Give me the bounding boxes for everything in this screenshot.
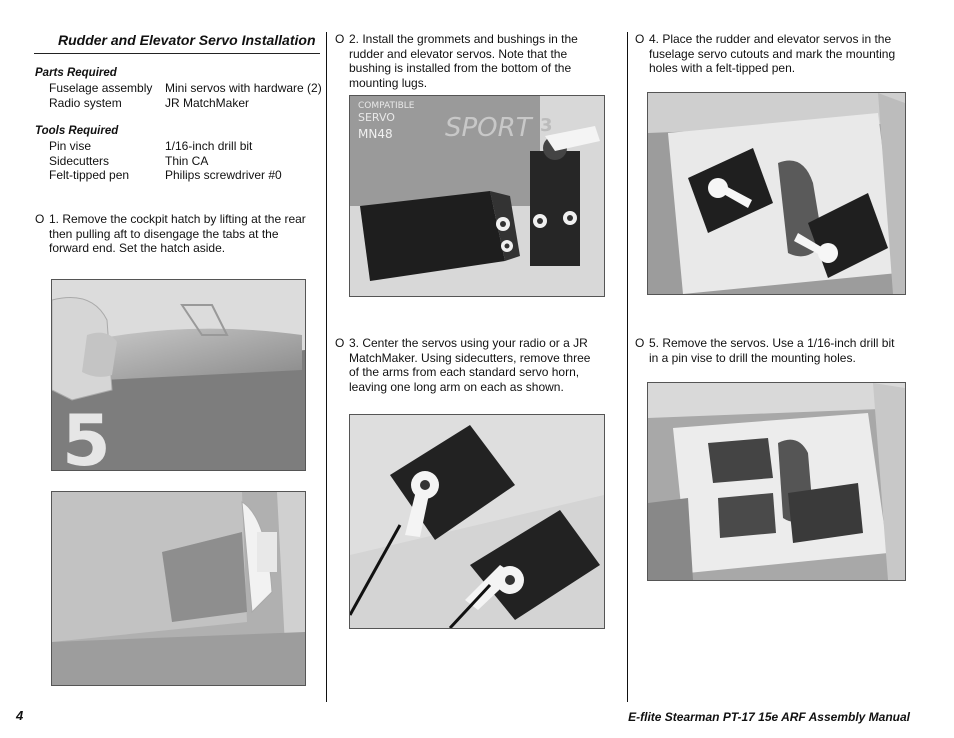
photo-servos-in-tray	[647, 92, 906, 295]
tool-name: Sidecutters	[49, 153, 110, 168]
step-text: 5. Remove the servos. Use a 1/16-inch drill bit in a pin vise to drill the mounting holes.	[649, 336, 895, 365]
box-label: SERVO	[358, 111, 395, 124]
box-label: 3	[540, 115, 553, 136]
step-2	[335, 32, 603, 90]
tool-detail: Philips screwdriver #0	[165, 168, 282, 182]
part-name: Radio system	[49, 95, 122, 110]
checkbox-circle-icon[interactable]: O	[635, 32, 645, 46]
section-title: Rudder and Elevator Servo Installation	[58, 32, 316, 48]
box-label: COMPATIBLE	[358, 101, 415, 111]
step-3	[335, 336, 603, 394]
page-number: 4	[16, 708, 24, 723]
part-detail: JR MatchMaker	[165, 95, 250, 110]
step-text: 4. Place the rudder and elevator servos in the fuselage servo cutouts and mark the mounting holes with a felt-tipped pen.	[649, 32, 896, 75]
tools-required-list	[49, 139, 325, 183]
fuselage-number: 5	[62, 400, 111, 470]
photo-cockpit-hatch-lift	[51, 279, 306, 471]
parts-required-heading: Parts Required	[35, 67, 117, 79]
tool-detail: 1/16-inch drill bit	[165, 139, 253, 153]
checkbox-circle-icon[interactable]: O	[335, 32, 345, 46]
step-1	[35, 212, 319, 256]
box-label: SPORT	[445, 113, 532, 143]
tool-detail: Thin CA	[165, 153, 209, 168]
checkbox-circle-icon[interactable]: O	[35, 212, 45, 226]
title-divider	[34, 53, 320, 54]
tool-name: Felt-tipped pen	[49, 168, 130, 182]
part-name: Fuselage assembly	[49, 81, 153, 95]
tools-required-heading: Tools Required	[35, 125, 119, 137]
step-text: 3. Center the servos using your radio or a JR MatchMaker. Using sidecutters, remove three of the arms from each standard servo horn, leaving one long arm on each as shown.	[349, 336, 591, 394]
part-detail: Mini servos with hardware (2)	[165, 81, 322, 95]
checkbox-circle-icon[interactable]: O	[635, 336, 645, 350]
photo-servos-single-arm	[349, 414, 605, 629]
photo-servo-grommets	[349, 95, 605, 297]
parts-required-list	[49, 81, 325, 110]
tool-name: Pin vise	[49, 139, 92, 153]
box-label: MN48	[358, 127, 393, 141]
column-divider	[326, 32, 327, 702]
step-4	[635, 32, 907, 76]
manual-title: E-flite Stearman PT-17 15e ARF Assembly Manual	[628, 710, 910, 724]
checkbox-circle-icon[interactable]: O	[335, 336, 345, 350]
photo-cockpit-opening	[51, 491, 306, 686]
step-text: 2. Install the grommets and bushings in the rudder and elevator servos. Note that the bushing is installed from the bottom of the mounting lugs.	[349, 32, 578, 90]
column-divider	[627, 32, 628, 702]
photo-empty-servo-tray	[647, 382, 906, 581]
step-text: 1. Remove the cockpit hatch by lifting at the rear then pulling aft to disengage the tabs at the forward end. Set the hatch aside.	[49, 212, 306, 255]
step-5	[635, 336, 907, 365]
